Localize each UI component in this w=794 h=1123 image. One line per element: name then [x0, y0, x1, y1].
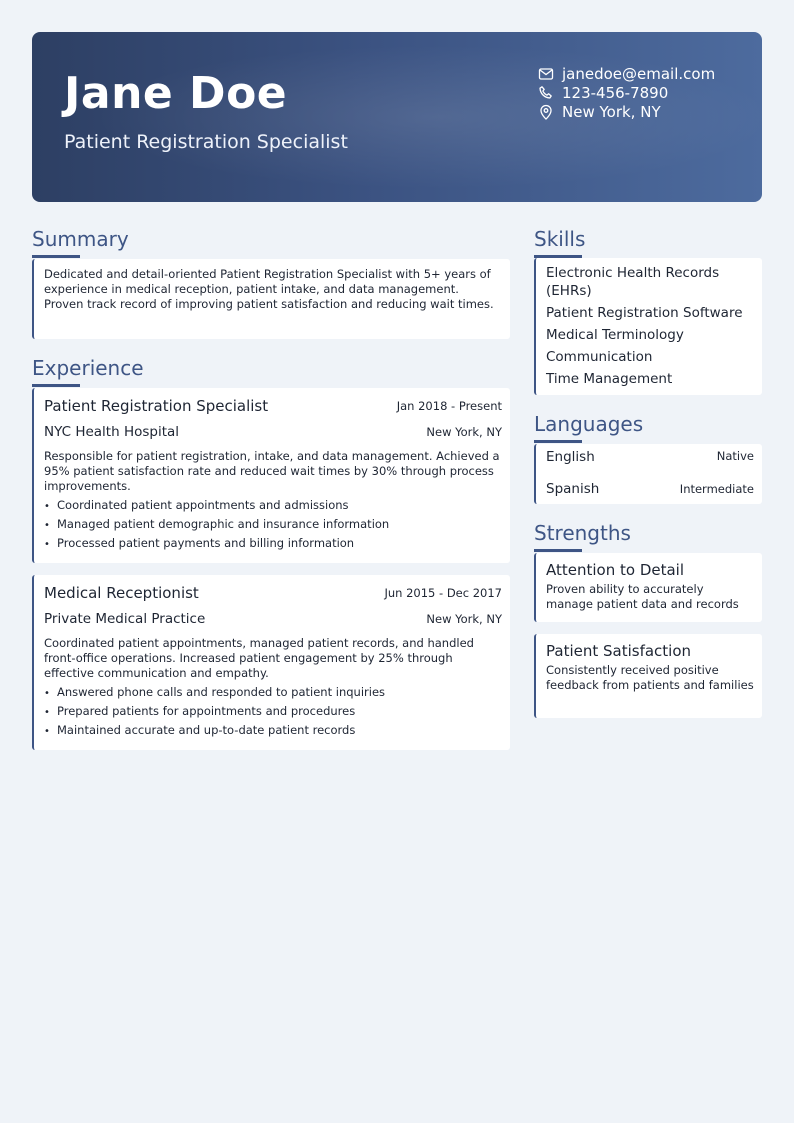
strength-card — [534, 553, 762, 622]
skill-item: Electronic Health Records (EHRs) — [546, 265, 720, 299]
strength-description: Consistently received positive feedback from patients and families — [546, 663, 754, 692]
phone-icon — [538, 85, 554, 101]
experience-heading-text: Experience — [32, 356, 144, 380]
job-bullet: • Coordinated patient appointments and admissions — [44, 496, 506, 515]
strength-card — [534, 634, 762, 718]
job-card — [32, 388, 510, 563]
languages-heading-underline — [534, 440, 582, 443]
job-dates: Jan 2018 - Present — [396, 399, 502, 413]
skills-heading-text: Skills — [534, 227, 586, 251]
contact-info — [538, 64, 715, 121]
job-company: Private Medical Practice — [44, 611, 206, 627]
skills-heading — [534, 227, 585, 251]
candidate-name: Jane Doe — [64, 68, 288, 119]
summary-heading-text: Summary — [32, 227, 129, 251]
summary-heading-underline — [32, 255, 80, 258]
languages-heading-text: Languages — [534, 412, 644, 436]
language-level: Intermediate — [679, 482, 754, 496]
strengths-heading-text: Strengths — [534, 521, 631, 545]
strengths-heading — [534, 521, 631, 545]
contact-phone[interactable] — [538, 83, 715, 102]
location-text: New York, NY — [562, 102, 661, 121]
language-level: Native — [716, 449, 754, 463]
job-bullets — [44, 496, 506, 553]
email-text: janedoe@email.com — [562, 64, 716, 83]
map-pin-icon — [538, 104, 554, 120]
job-bullet: • Prepared patients for appointments and procedures — [44, 702, 506, 721]
job-title: Patient Registration Specialist — [44, 397, 269, 415]
job-bullet: • Managed patient demographic and insurance information — [44, 515, 506, 534]
candidate-role: Patient Registration Specialist — [64, 131, 348, 153]
skill-item: Communication — [546, 349, 653, 365]
resume-header — [32, 32, 762, 202]
job-description: Responsible for patient registration, intake, and data management. Achieved a 95% patient satisfaction rate and reduced wait times by 30% through process improvements. — [44, 449, 500, 493]
job-bullets — [44, 683, 506, 740]
summary-heading — [32, 227, 129, 251]
strength-title: Patient Satisfaction — [546, 642, 692, 660]
job-dates: Jun 2015 - Dec 2017 — [384, 586, 502, 600]
strength-title: Attention to Detail — [546, 561, 685, 579]
languages-card — [534, 444, 762, 504]
language-row — [546, 474, 754, 504]
job-location: New York, NY — [426, 425, 502, 439]
contact-email[interactable] — [538, 64, 715, 83]
job-title: Medical Receptionist — [44, 584, 199, 602]
skill-item: Patient Registration Software — [546, 305, 743, 321]
job-bullet: • Processed patient payments and billing information — [44, 534, 506, 553]
phone-text: 123-456-7890 — [562, 83, 669, 102]
job-bullet: • Maintained accurate and up-to-date patient records — [44, 721, 506, 740]
job-location: New York, NY — [426, 612, 502, 626]
summary-card — [32, 259, 510, 339]
skill-item: Time Management — [546, 371, 673, 387]
contact-location — [538, 102, 715, 121]
job-card — [32, 575, 510, 750]
strength-description: Proven ability to accurately manage patient data and records — [546, 582, 739, 611]
experience-heading-underline — [32, 384, 80, 387]
job-description: Coordinated patient appointments, managed patient records, and handled front-office operations. Increased patient engagement by 25% through effective communication and empathy. — [44, 636, 474, 680]
language-name: Spanish — [546, 481, 600, 497]
skill-item: Medical Terminology — [546, 327, 684, 343]
language-name: English — [546, 449, 595, 465]
mail-icon — [538, 66, 554, 82]
job-bullet: • Answered phone calls and responded to patient inquiries — [44, 683, 506, 702]
summary-text: Dedicated and detail-oriented Patient Registration Specialist with 5+ years of experience in medical reception, patient intake, and data management. Proven track record of improving patient satisfaction and reducing wait times. — [44, 267, 494, 311]
languages-heading — [534, 412, 643, 436]
strengths-heading-underline — [534, 549, 582, 552]
job-company: NYC Health Hospital — [44, 424, 180, 440]
skills-card — [534, 258, 762, 395]
language-row — [546, 449, 754, 474]
experience-heading — [32, 356, 144, 380]
